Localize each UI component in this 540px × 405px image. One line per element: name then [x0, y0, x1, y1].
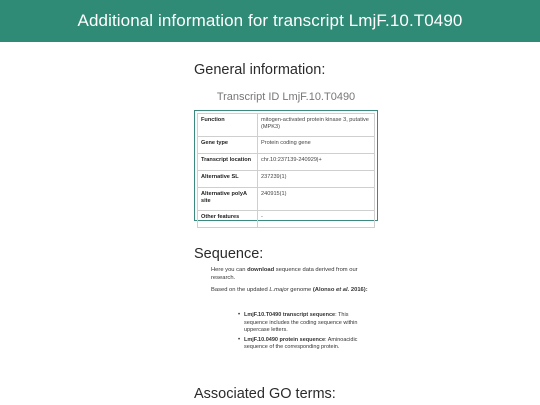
- sequence-intro: [211, 266, 371, 282]
- download-link[interactable]: download: [247, 267, 275, 273]
- intro-text: sequence data derived from our research.: [211, 267, 358, 281]
- table-row: [198, 211, 375, 228]
- citation-text: et al.: [336, 287, 350, 293]
- row-value: mitogen-activated protein kinase 3, putative (MPK3): [258, 114, 375, 137]
- table-row: [198, 114, 375, 137]
- sequence-downloads-list: [238, 312, 373, 354]
- row-value: chr.10:237139-240929|+: [258, 154, 375, 171]
- intro-text: Here you can: [211, 267, 248, 273]
- go-terms-heading: Associated GO terms:: [194, 386, 336, 402]
- row-key: Transcript location: [198, 154, 258, 171]
- row-value: Protein coding gene: [258, 137, 375, 154]
- reference-text: genome: [288, 287, 313, 293]
- transcript-sequence-link[interactable]: LmjF.10.T0490 transcript sequence: [244, 312, 336, 318]
- row-key: Gene type: [198, 137, 258, 154]
- general-information-heading: General information:: [194, 62, 326, 78]
- citation-text: 2016):: [349, 287, 368, 293]
- transcript-id-title: Transcript ID LmjF.10.T0490: [216, 91, 356, 103]
- list-item: [238, 337, 373, 352]
- row-value: 237239(1): [258, 171, 375, 188]
- row-key: Other features: [198, 211, 258, 228]
- row-value: 240915(1): [258, 188, 375, 211]
- row-value: -: [258, 211, 375, 228]
- row-key: Alternative polyA site: [198, 188, 258, 211]
- reference-text: Based on the updated: [211, 287, 270, 293]
- row-key: Alternative SL: [198, 171, 258, 188]
- general-info-table: [194, 110, 378, 221]
- table-row: [198, 188, 375, 211]
- table-row: [198, 137, 375, 154]
- item-description: : Aminoacidic sequence of the corresponding protein.: [244, 336, 358, 351]
- protein-sequence-link[interactable]: LmjF.10.0490 protein sequence: [244, 336, 326, 343]
- genome-reference: [211, 286, 371, 294]
- page-banner: [0, 0, 540, 42]
- list-item: [238, 312, 373, 335]
- page-title: Additional information for transcript LmjF.10.T0490: [77, 11, 463, 30]
- species-name: L.major: [269, 287, 289, 293]
- row-key: Function: [198, 114, 258, 137]
- table-row: [198, 171, 375, 188]
- sequence-description: [211, 266, 371, 298]
- item-description: : This sequence includes the coding sequence within uppercase letters.: [244, 312, 358, 334]
- table-row: [198, 154, 375, 171]
- citation-text: (Alonso: [312, 287, 337, 293]
- citation-link[interactable]: [313, 287, 368, 293]
- sequence-heading: Sequence:: [194, 246, 264, 262]
